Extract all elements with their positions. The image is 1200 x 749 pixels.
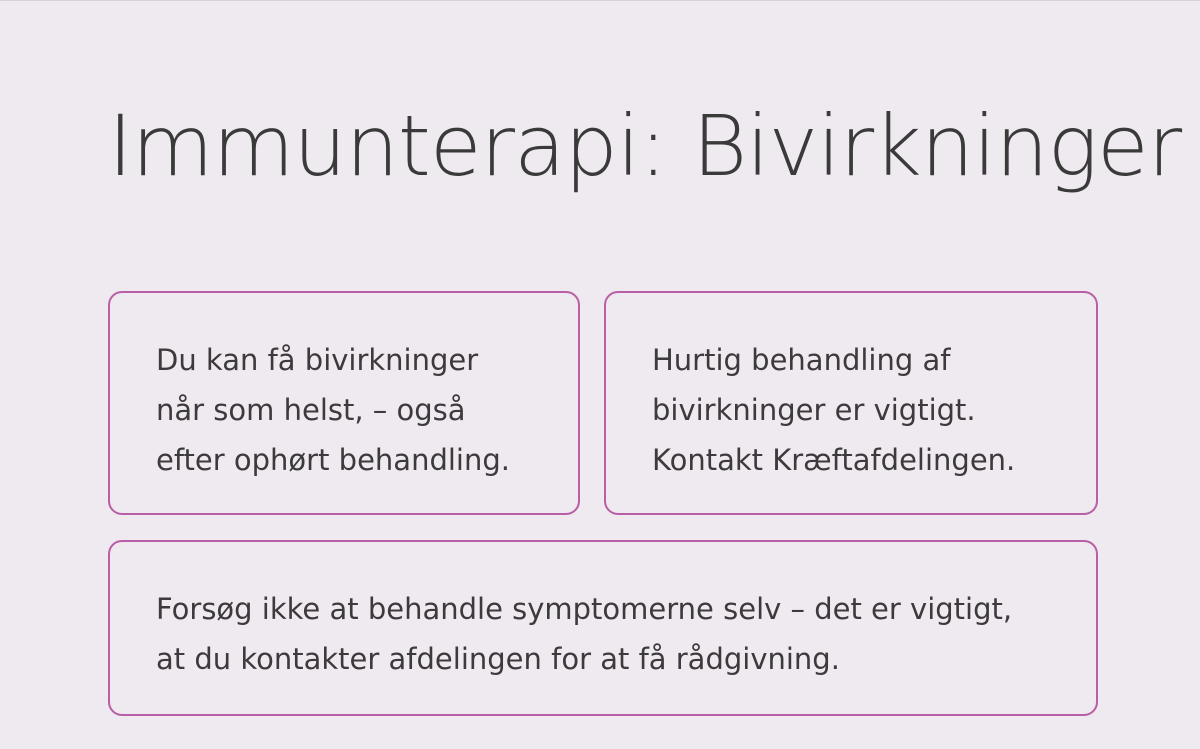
info-card-contact (604, 291, 1098, 515)
info-card-text: Hurtig behandling af bivirkninger er vigtigt. Kontakt Kræftafdelingen. (652, 343, 1016, 477)
top-divider (0, 0, 1200, 1)
info-card-text: Du kan få bivirkninger når som helst, – også efter ophørt behandling. (156, 343, 510, 477)
info-card-anytime (108, 291, 580, 515)
slide-title: Immunterapi: Bivirkninger (108, 97, 1182, 195)
info-card-advice (108, 540, 1098, 716)
info-card-text: Forsøg ikke at behandle symptomerne selv – det er vigtigt, at du kontakter afdelingen for at få rådgivning. (156, 592, 1013, 676)
